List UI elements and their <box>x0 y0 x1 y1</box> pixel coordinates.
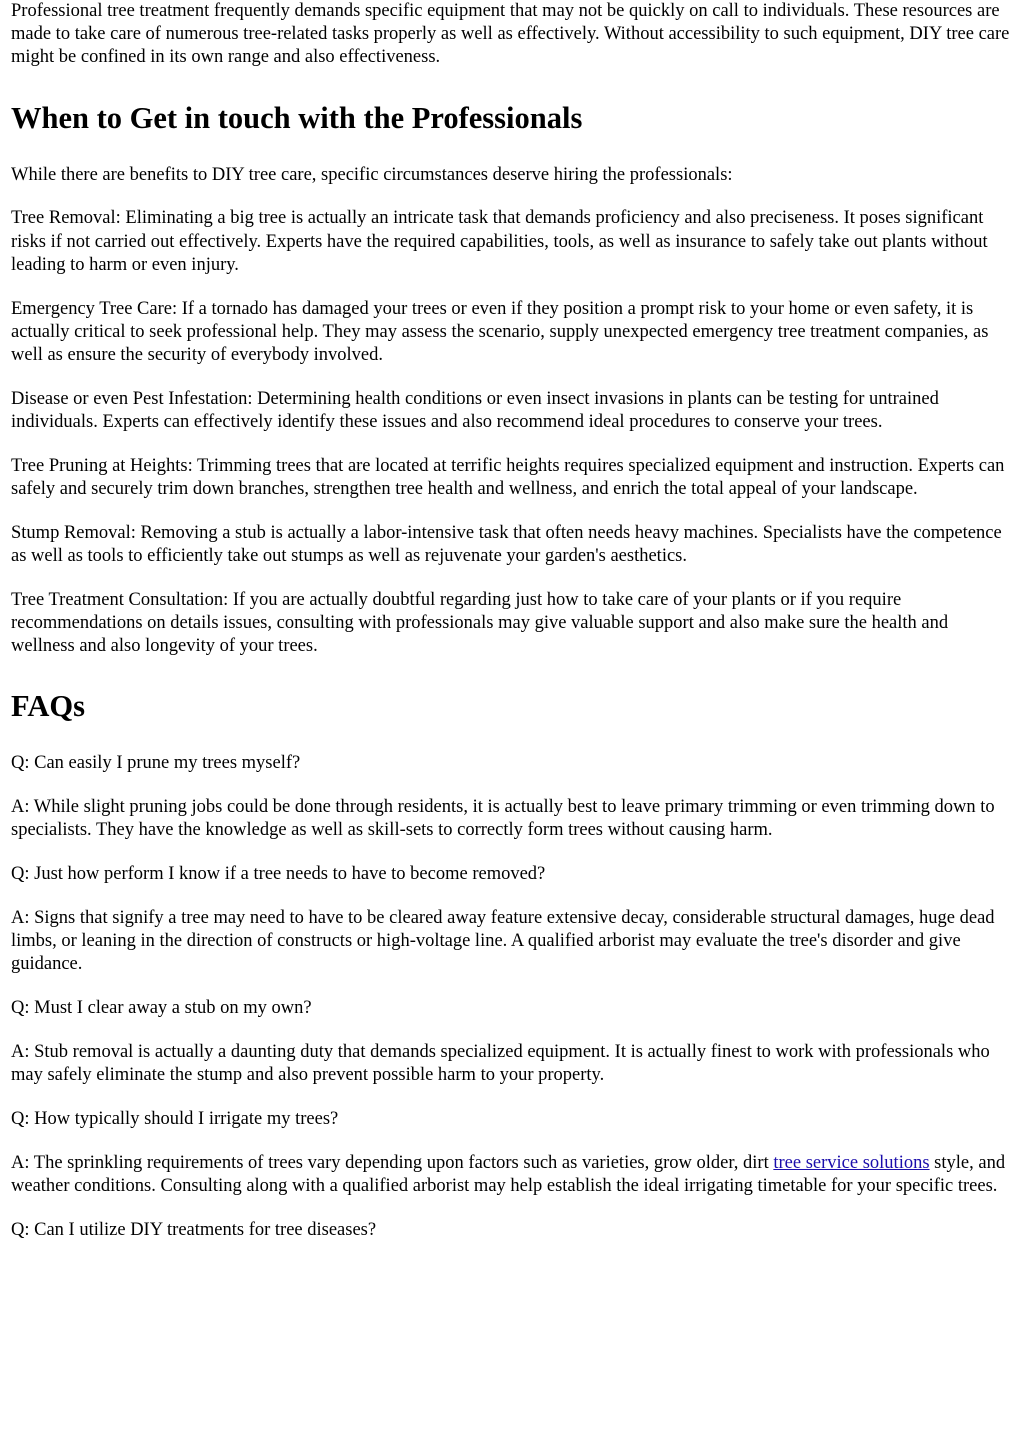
paragraph-consultation: Tree Treatment Consultation: If you are actually doubtful regarding just how to take care of your plants or if you require recommendations on details issues, consulting with professionals may give valuable support and also make sure the health and wellness and also longevity of your trees. <box>11 589 949 657</box>
section-lead-paragraph: While there are benefits to DIY tree care, specific circumstances deserve hiring the professionals: <box>11 164 733 185</box>
paragraph-tree-removal: Tree Removal: Eliminating a big tree is actually an intricate task that demands proficiency and also preciseness. It poses significant risks if not carried out effectively. Experts have the required capabilities, tools, as well as insurance to safely take out plants without leading to harm or even injury. <box>11 208 988 275</box>
section-heading-professionals: When to Get in touch with the Professionals <box>11 100 583 135</box>
faq-answer-4-text-after: style, and weather conditions. Consulting along with a qualified arborist may help establish the ideal irrigating timetable for your specific trees. <box>11 1152 1006 1197</box>
faq-answer-3: A: Stub removal is actually a daunting duty that demands specialized equipment. It is actually finest to work with professionals who may safely eliminate the stump and also prevent possible harm to your property. <box>11 1042 990 1086</box>
paragraph-stump-removal: Stump Removal: Removing a stub is actually a labor-intensive task that often needs heavy machines. Specialists have the competence as well as tools to efficiently take out stumps as well as rejuvenate your garden's aesthetics. <box>11 522 1002 567</box>
faq-question-5: Q: Can I utilize DIY treatments for tree diseases? <box>11 1219 377 1240</box>
faq-answer-2: A: Signs that signify a tree may need to have to be cleared away feature extensive decay, considerable structural damages, huge dead limbs, or leaning in the direction of constructs or high-voltage line. A qualified arborist may evaluate the tree's disorder and give guidance. <box>11 908 995 975</box>
paragraph-pruning-heights: Tree Pruning at Heights: Trimming trees that are located at terrific heights requires specialized equipment and instruction. Experts can safely and securely trim down branches, strengthen tree health and wellness, and enrich the total appeal of your landscape. <box>11 455 1005 500</box>
faq-answer-1: A: While slight pruning jobs could be done through residents, it is actually best to leave primary trimming or even trimming down to specialists. They have the knowledge as well as skill-sets to correctly form trees without causing harm. <box>11 797 995 841</box>
faq-answer-4 <box>11 1152 1014 1198</box>
tree-service-solutions-link[interactable]: tree service solutions <box>773 1152 930 1173</box>
faq-question-1: Q: Can easily I prune my trees myself? <box>11 753 301 774</box>
faq-answer-4-text-before: A: The sprinkling requirements of trees vary depending upon factors such as varieties, grow older, dirt <box>11 1152 774 1173</box>
faq-question-4: Q: How typically should I irrigate my trees? <box>11 1109 339 1130</box>
paragraph-disease-pest: Disease or even Pest Infestation: Determining health conditions or even insect invasions in plants can be testing for untrained individuals. Experts can effectively identify these issues and also recommend ideal procedures to conserve your trees. <box>11 388 939 433</box>
section-heading-faqs: FAQs <box>11 689 85 724</box>
faq-question-2: Q: Just how perform I know if a tree needs to have to become removed? <box>11 864 546 885</box>
faq-question-3: Q: Must I clear away a stub on my own? <box>11 998 312 1019</box>
intro-paragraph: Professional tree treatment frequently demands specific equipment that may not be quickly on call to individuals. These resources are made to take care of numerous tree-related tasks properly as well as effectively. Without accessibility to such equipment, DIY tree care might be confined in its own range and also effectiveness. <box>11 1 1010 68</box>
paragraph-emergency-tree-care: Emergency Tree Care: If a tornado has damaged your trees or even if they position a prompt risk to your home or even safety, it is actually critical to seek professional help. They may assess the scenario, supply unexpected emergency tree treatment companies, as well as ensure the security of everybody involved. <box>11 298 989 366</box>
